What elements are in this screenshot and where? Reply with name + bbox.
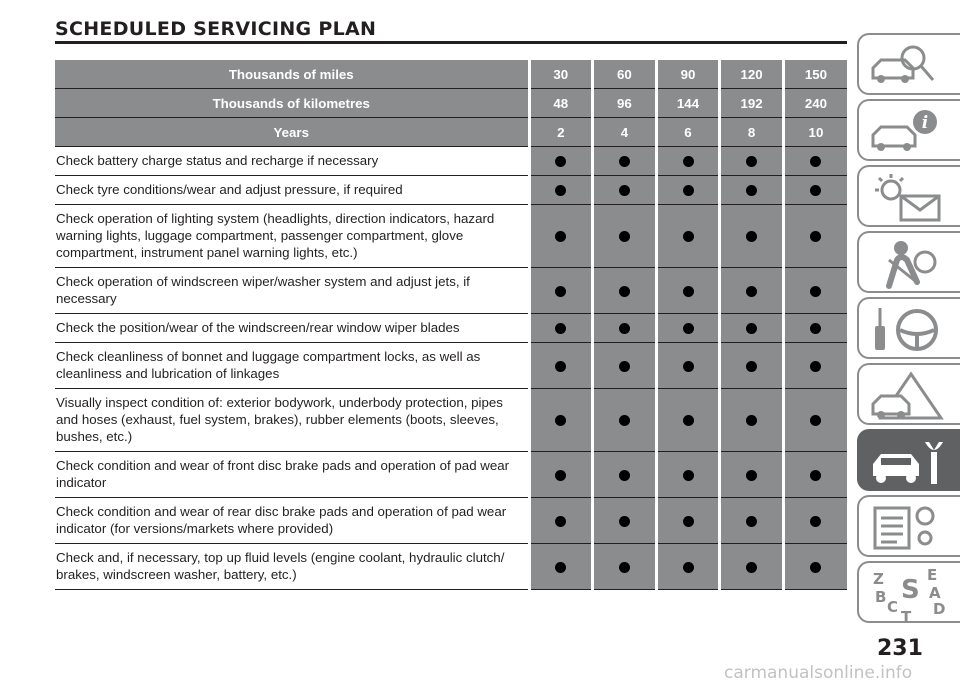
service-bullet-icon bbox=[555, 156, 566, 167]
interval-cell bbox=[783, 544, 847, 590]
service-bullet-icon bbox=[619, 415, 630, 426]
service-bullet-icon bbox=[555, 516, 566, 527]
service-bullet-icon bbox=[810, 286, 821, 297]
interval-cell bbox=[529, 343, 593, 389]
task-description: Check the position/wear of the windscreen/rear window wiper blades bbox=[55, 314, 529, 343]
header-value: 10 bbox=[783, 118, 847, 147]
index-letter: S bbox=[901, 575, 920, 605]
tab-technical-data[interactable] bbox=[857, 495, 960, 557]
header-label: Years bbox=[55, 118, 529, 147]
service-bullet-icon bbox=[555, 361, 566, 372]
key-steering-wheel-icon bbox=[867, 304, 953, 356]
header-value: 6 bbox=[656, 118, 720, 147]
service-bullet-icon bbox=[810, 185, 821, 196]
car-emergency-triangle-icon bbox=[867, 370, 953, 422]
task-description: Check battery charge status and recharge if necessary bbox=[55, 147, 529, 176]
service-bullet-icon bbox=[619, 286, 630, 297]
task-description: Check operation of windscreen wiper/washer system and adjust jets, if necessary bbox=[55, 268, 529, 314]
specifications-gear-icon bbox=[867, 502, 953, 554]
table-row bbox=[55, 452, 847, 498]
service-bullet-icon bbox=[746, 415, 757, 426]
service-bullet-icon bbox=[619, 361, 630, 372]
task-description: Check condition and wear of front disc brake pads and operation of pad wear indicator bbox=[55, 452, 529, 498]
service-bullet-icon bbox=[746, 470, 757, 481]
service-bullet-icon bbox=[810, 361, 821, 372]
service-bullet-icon bbox=[746, 323, 757, 334]
interval-cell bbox=[783, 498, 847, 544]
index-letter: B bbox=[875, 588, 887, 606]
task-description: Check condition and wear of rear disc brake pads and operation of pad wear indicator (for versions/markets where provided) bbox=[55, 498, 529, 544]
task-description: Check cleanliness of bonnet and luggage compartment locks, as well as cleanliness and lubrication of linkages bbox=[55, 343, 529, 389]
service-bullet-icon bbox=[619, 516, 630, 527]
servicing-plan-table bbox=[55, 60, 847, 590]
service-bullet-icon bbox=[746, 185, 757, 196]
watermark: carmanualsonline.info bbox=[724, 663, 913, 683]
car-info-icon bbox=[867, 106, 953, 158]
svg-text:i: i bbox=[921, 113, 929, 133]
interval-cell bbox=[656, 176, 720, 205]
service-bullet-icon bbox=[683, 415, 694, 426]
task-description: Check tyre conditions/wear and adjust pressure, if required bbox=[55, 176, 529, 205]
seatbelt-airbag-icon bbox=[867, 238, 953, 290]
interval-cell bbox=[593, 343, 657, 389]
interval-cell bbox=[720, 268, 784, 314]
interval-cell bbox=[720, 498, 784, 544]
task-description: Visually inspect condition of: exterior bodywork, underbody protection, pipes and hoses (exhaust, fuel system, brakes), rubber elements (boots, sleeves, bushes, etc.) bbox=[55, 389, 529, 452]
interval-cell bbox=[656, 205, 720, 268]
service-bullet-icon bbox=[746, 156, 757, 167]
header-value: 90 bbox=[656, 60, 720, 89]
header-value: 60 bbox=[593, 60, 657, 89]
service-bullet-icon bbox=[746, 361, 757, 372]
header-row bbox=[55, 118, 847, 147]
interval-cell bbox=[783, 343, 847, 389]
interval-cell bbox=[783, 389, 847, 452]
service-bullet-icon bbox=[683, 231, 694, 242]
header-value: 2 bbox=[529, 118, 593, 147]
service-bullet-icon bbox=[555, 185, 566, 196]
tab-index[interactable] bbox=[857, 561, 960, 623]
task-description: Check operation of lighting system (headlights, direction indicators, hazard warning lights, luggage compartment, passenger compartment, glove compartment, instrument panel warning lights, etc.) bbox=[55, 205, 529, 268]
service-bullet-icon bbox=[683, 470, 694, 481]
interval-cell bbox=[656, 452, 720, 498]
warning-light-message-icon bbox=[867, 172, 953, 224]
service-bullet-icon bbox=[746, 286, 757, 297]
index-letter: A bbox=[929, 584, 941, 602]
service-bullet-icon bbox=[683, 286, 694, 297]
table-row bbox=[55, 314, 847, 343]
interval-cell bbox=[656, 314, 720, 343]
service-bullet-icon bbox=[619, 470, 630, 481]
header-value: 8 bbox=[720, 118, 784, 147]
index-letter: E bbox=[927, 568, 938, 584]
interval-cell bbox=[593, 176, 657, 205]
interval-cell bbox=[529, 389, 593, 452]
header-row bbox=[55, 89, 847, 118]
service-bullet-icon bbox=[810, 156, 821, 167]
interval-cell bbox=[656, 268, 720, 314]
interval-cell bbox=[783, 314, 847, 343]
service-bullet-icon bbox=[555, 470, 566, 481]
interval-cell bbox=[656, 498, 720, 544]
interval-cell bbox=[720, 452, 784, 498]
interval-cell bbox=[529, 268, 593, 314]
interval-cell bbox=[720, 147, 784, 176]
service-bullet-icon bbox=[683, 562, 694, 573]
header-row bbox=[55, 60, 847, 89]
tab-car-info[interactable] bbox=[857, 99, 960, 161]
header-value: 150 bbox=[783, 60, 847, 89]
header-value: 4 bbox=[593, 118, 657, 147]
service-bullet-icon bbox=[555, 231, 566, 242]
interval-cell bbox=[720, 389, 784, 452]
header-value: 192 bbox=[720, 89, 784, 118]
index-letter: C bbox=[887, 598, 899, 616]
interval-cell bbox=[783, 268, 847, 314]
table-row bbox=[55, 176, 847, 205]
table-row bbox=[55, 544, 847, 590]
service-bullet-icon bbox=[619, 323, 630, 334]
header-value: 30 bbox=[529, 60, 593, 89]
tab-car-search[interactable] bbox=[857, 33, 960, 95]
interval-cell bbox=[656, 544, 720, 590]
interval-cell bbox=[720, 343, 784, 389]
tab-safety[interactable] bbox=[857, 231, 960, 293]
page-number: 231 bbox=[877, 636, 923, 661]
service-bullet-icon bbox=[619, 185, 630, 196]
interval-cell bbox=[529, 176, 593, 205]
service-bullet-icon bbox=[810, 516, 821, 527]
service-bullet-icon bbox=[555, 562, 566, 573]
index-letters-icon bbox=[867, 568, 953, 624]
service-bullet-icon bbox=[555, 323, 566, 334]
interval-cell bbox=[593, 268, 657, 314]
interval-cell bbox=[529, 544, 593, 590]
header-label: Thousands of kilometres bbox=[55, 89, 529, 118]
task-description: Check and, if necessary, top up fluid levels (engine coolant, hydraulic clutch/ brakes, windscreen washer, battery, etc.) bbox=[55, 544, 529, 590]
header-value: 144 bbox=[656, 89, 720, 118]
service-bullet-icon bbox=[810, 470, 821, 481]
table-row bbox=[55, 389, 847, 452]
car-search-icon bbox=[867, 40, 953, 92]
header-label: Thousands of miles bbox=[55, 60, 529, 89]
service-bullet-icon bbox=[810, 323, 821, 334]
service-bullet-icon bbox=[619, 156, 630, 167]
table-row bbox=[55, 498, 847, 544]
tab-warning-lights-messages[interactable] bbox=[857, 165, 960, 227]
header-value: 240 bbox=[783, 89, 847, 118]
page-title: SCHEDULED SERVICING PLAN bbox=[55, 18, 377, 40]
interval-cell bbox=[593, 205, 657, 268]
tab-emergency[interactable] bbox=[857, 363, 960, 425]
interval-cell bbox=[529, 147, 593, 176]
table-row bbox=[55, 147, 847, 176]
service-bullet-icon bbox=[555, 286, 566, 297]
interval-cell bbox=[593, 147, 657, 176]
index-letter: D bbox=[933, 600, 946, 618]
car-wrench-icon bbox=[867, 436, 953, 488]
interval-cell bbox=[529, 498, 593, 544]
index-letter: T bbox=[901, 608, 912, 624]
header-value: 120 bbox=[720, 60, 784, 89]
tab-servicing-care[interactable] bbox=[857, 429, 960, 491]
interval-cell bbox=[656, 389, 720, 452]
service-bullet-icon bbox=[619, 562, 630, 573]
interval-cell bbox=[529, 314, 593, 343]
service-bullet-icon bbox=[810, 562, 821, 573]
table-row bbox=[55, 268, 847, 314]
table-end-rule bbox=[55, 590, 847, 591]
service-bullet-icon bbox=[683, 323, 694, 334]
service-bullet-icon bbox=[683, 185, 694, 196]
interval-cell bbox=[656, 343, 720, 389]
interval-cell bbox=[593, 452, 657, 498]
interval-cell bbox=[593, 389, 657, 452]
service-bullet-icon bbox=[746, 562, 757, 573]
interval-cell bbox=[720, 205, 784, 268]
table-row bbox=[55, 205, 847, 268]
header-value: 48 bbox=[529, 89, 593, 118]
service-bullet-icon bbox=[810, 415, 821, 426]
interval-cell bbox=[593, 498, 657, 544]
service-bullet-icon bbox=[683, 361, 694, 372]
interval-cell bbox=[656, 147, 720, 176]
title-rule bbox=[55, 41, 847, 44]
service-bullet-icon bbox=[746, 231, 757, 242]
service-bullet-icon bbox=[619, 231, 630, 242]
tab-starting-driving[interactable] bbox=[857, 297, 960, 359]
interval-cell bbox=[720, 314, 784, 343]
interval-cell bbox=[529, 452, 593, 498]
service-bullet-icon bbox=[746, 516, 757, 527]
service-bullet-icon bbox=[683, 516, 694, 527]
interval-cell bbox=[593, 314, 657, 343]
interval-cell bbox=[593, 544, 657, 590]
header-value: 96 bbox=[593, 89, 657, 118]
interval-cell bbox=[783, 452, 847, 498]
index-letter: Z bbox=[873, 570, 884, 588]
service-bullet-icon bbox=[683, 156, 694, 167]
service-bullet-icon bbox=[555, 415, 566, 426]
interval-cell bbox=[783, 205, 847, 268]
interval-cell bbox=[783, 147, 847, 176]
table-row bbox=[55, 343, 847, 389]
interval-cell bbox=[783, 176, 847, 205]
service-bullet-icon bbox=[810, 231, 821, 242]
interval-cell bbox=[720, 176, 784, 205]
interval-cell bbox=[720, 544, 784, 590]
interval-cell bbox=[529, 205, 593, 268]
